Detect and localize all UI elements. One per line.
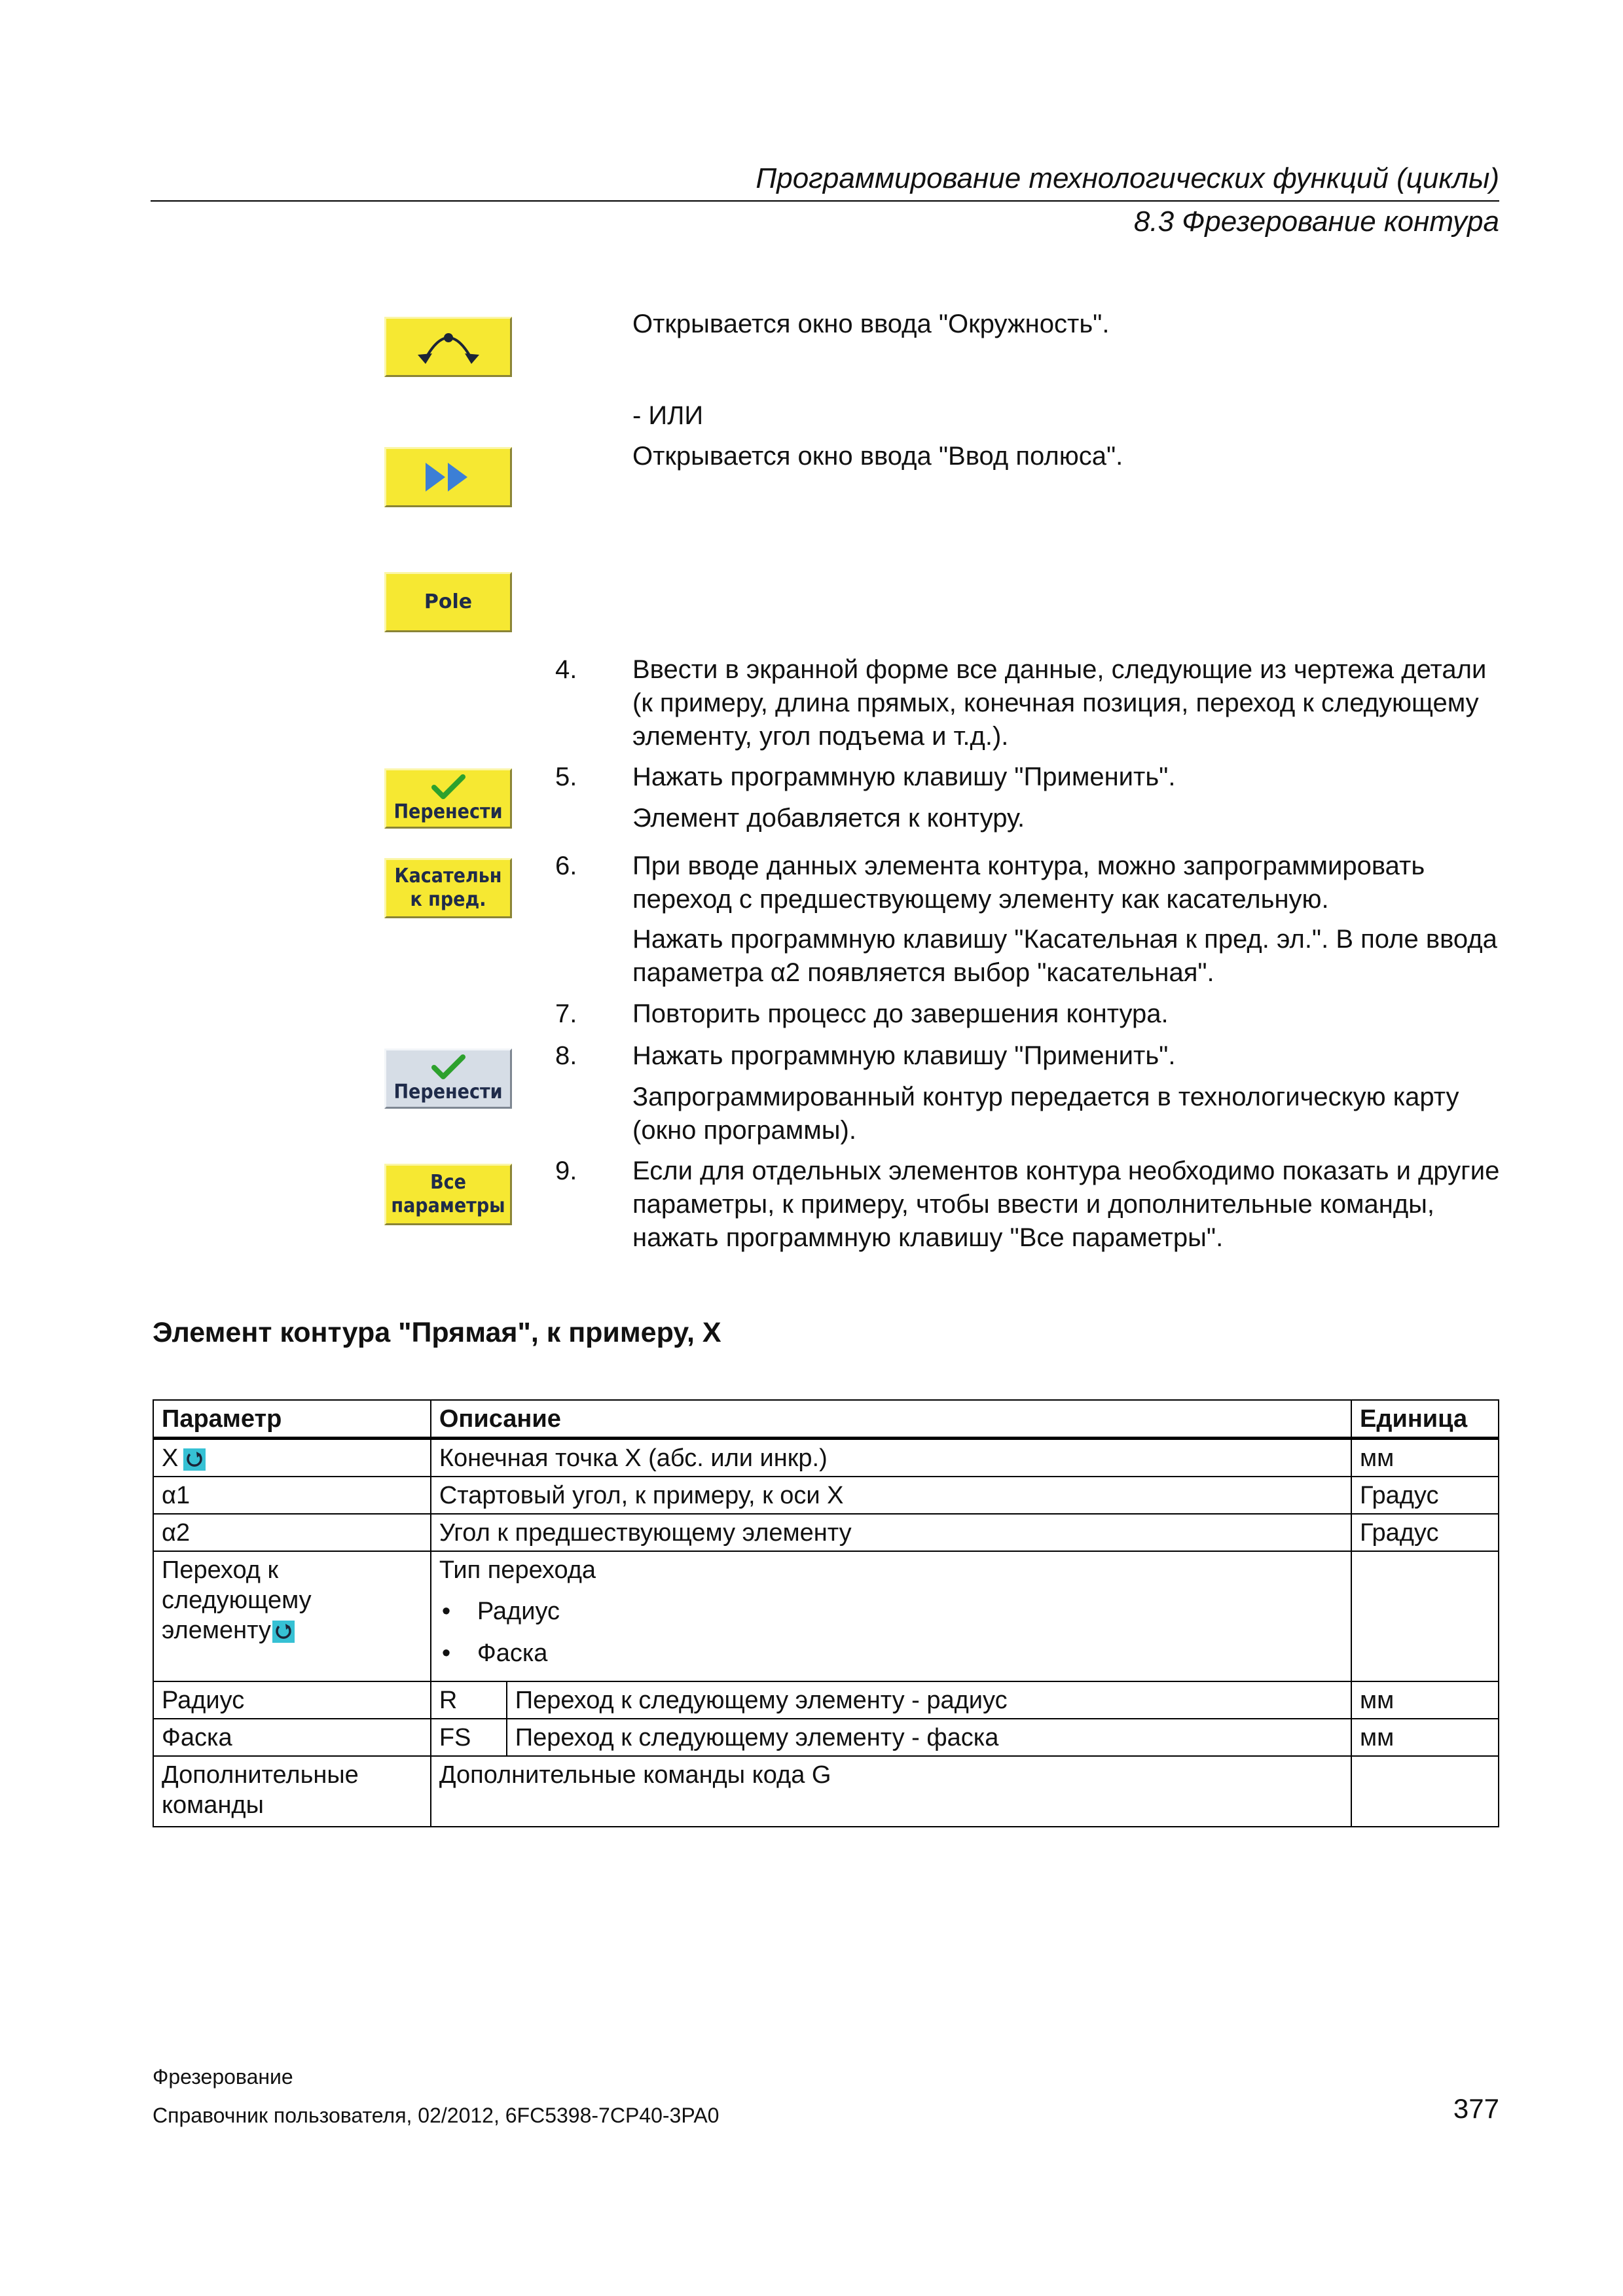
code-cell: R bbox=[431, 1681, 507, 1719]
table-row bbox=[153, 1514, 1499, 1551]
list-item: • Фаска bbox=[439, 1632, 1343, 1674]
footer-book-title: Фрезерование bbox=[153, 2065, 293, 2089]
column-header-description: Описание bbox=[431, 1400, 1351, 1439]
pole-softkey-label: Pole bbox=[424, 590, 473, 613]
param-name-line: команды bbox=[162, 1791, 264, 1819]
unit-cell: мм bbox=[1351, 1719, 1499, 1756]
param-cell: Фаска bbox=[153, 1719, 431, 1756]
param-cell: Радиус bbox=[153, 1681, 431, 1719]
header-divider bbox=[151, 200, 1499, 202]
table-header-row bbox=[153, 1400, 1499, 1439]
param-name: X bbox=[162, 1444, 179, 1472]
all-parameters-softkey[interactable] bbox=[384, 1164, 512, 1225]
param-name-line: Переход к bbox=[162, 1556, 279, 1584]
param-name-line: следующему bbox=[162, 1587, 312, 1614]
step-note: Нажать программную клавишу "Касательная к пред. эл.". В поле ввода параметра α2 появляется выбор "касательная". bbox=[632, 925, 1497, 987]
arc-circle-icon bbox=[406, 321, 491, 373]
step-text: Нажать программную клавишу "Применить". bbox=[632, 1041, 1176, 1070]
table-row bbox=[153, 1439, 1499, 1477]
checkmark-icon bbox=[429, 1053, 468, 1081]
step-number: 5. bbox=[555, 762, 577, 791]
tangent-softkey-label-1: Касательн bbox=[394, 865, 502, 888]
desc-cell: Переход к следующему элементу - радиус bbox=[507, 1681, 1351, 1719]
table-row bbox=[153, 1681, 1499, 1719]
param-name-line: элементу bbox=[162, 1617, 271, 1644]
desc-cell: Конечная точка X (абс. или инкр.) bbox=[431, 1439, 1351, 1477]
footer-edition: Справочник пользователя, 02/2012, 6FC5398-7CP40-3PA0 bbox=[153, 2104, 720, 2127]
table-row bbox=[153, 1719, 1499, 1756]
or-text: - ИЛИ bbox=[632, 401, 704, 430]
pole-window-text: Открывается окно ввода "Ввод полюса". bbox=[632, 442, 1123, 471]
param-cell: α1 bbox=[153, 1477, 431, 1514]
all-parameters-label-1: Все bbox=[430, 1171, 466, 1194]
desc-cell: Угол к предшествующему элементу bbox=[431, 1514, 1351, 1551]
unit-cell bbox=[1351, 1551, 1499, 1681]
step-number: 7. bbox=[555, 999, 577, 1028]
circle-window-text: Открывается окно ввода "Окружность". bbox=[632, 310, 1110, 338]
apply-softkey-label: Перенести bbox=[393, 800, 503, 823]
pole-softkey[interactable] bbox=[384, 572, 512, 632]
table-row bbox=[153, 1756, 1499, 1827]
unit-cell: мм bbox=[1351, 1681, 1499, 1719]
param-cell bbox=[153, 1439, 431, 1477]
unit-cell bbox=[1351, 1756, 1499, 1827]
section-heading: Элемент контура "Прямая", к примеру, X bbox=[153, 1317, 721, 1348]
step-number: 9. bbox=[555, 1157, 577, 1185]
transition-options bbox=[439, 1590, 1343, 1674]
tangent-softkey[interactable] bbox=[384, 858, 512, 918]
unit-cell: Градус bbox=[1351, 1514, 1499, 1551]
step-number: 6. bbox=[555, 852, 577, 880]
param-cell bbox=[153, 1756, 431, 1827]
step-text: Нажать программную клавишу "Применить". bbox=[632, 762, 1176, 791]
list-item: • Радиус bbox=[439, 1590, 1343, 1632]
step-text: Ввести в экранной форме все данные, следующие из чертежа детали (к примеру, длина прямых, конечная позиция, переход к следующему элементу, угол подъема и т.д.). bbox=[632, 655, 1487, 751]
param-cell: α2 bbox=[153, 1514, 431, 1551]
parameter-table bbox=[153, 1399, 1499, 1827]
table-row bbox=[153, 1551, 1499, 1681]
desc-cell bbox=[431, 1551, 1351, 1681]
apply-softkey[interactable] bbox=[384, 768, 512, 829]
desc-cell: Дополнительные команды кода G bbox=[431, 1756, 1351, 1827]
step-note: Запрограммированный контур передается в технологическую карту (окно программы). bbox=[632, 1083, 1459, 1145]
step-text: Если для отдельных элементов контура необходимо показать и другие параметры, к примеру, чтобы ввести и дополнительные команды, нажать программную клавишу "Все параметры". bbox=[632, 1157, 1500, 1252]
running-header-subtitle: 8.3 Фрезерование контура bbox=[1133, 206, 1499, 238]
desc-cell: Стартовый угол, к примеру, к оси X bbox=[431, 1477, 1351, 1514]
column-header-unit: Единица bbox=[1351, 1400, 1499, 1439]
step-text: Повторить процесс до завершения контура. bbox=[632, 999, 1169, 1028]
table-row bbox=[153, 1477, 1499, 1514]
page-number: 377 bbox=[1453, 2093, 1499, 2124]
step-number: 4. bbox=[555, 655, 577, 684]
desc-cell: Переход к следующему элементу - фаска bbox=[507, 1719, 1351, 1756]
code-cell: FS bbox=[431, 1719, 507, 1756]
checkmark-icon bbox=[429, 773, 468, 800]
running-header-title: Программирование технологических функций (циклы) bbox=[756, 162, 1499, 194]
column-header-parameter: Параметр bbox=[153, 1400, 431, 1439]
apply-softkey-grey[interactable] bbox=[384, 1049, 512, 1109]
tangent-softkey-label-2: к пред. bbox=[410, 888, 486, 911]
circle-softkey[interactable] bbox=[384, 317, 512, 377]
unit-cell: Градус bbox=[1351, 1477, 1499, 1514]
pole-input-softkey[interactable] bbox=[384, 447, 512, 507]
step-number: 8. bbox=[555, 1041, 577, 1070]
step-text: При вводе данных элемента контура, можно запрограммировать переход с предшествующему элементу как касательную. bbox=[632, 852, 1425, 914]
all-parameters-label-2: параметры bbox=[391, 1194, 505, 1217]
double-arrow-right-icon bbox=[419, 457, 478, 497]
transition-type-label: Тип перехода bbox=[439, 1556, 596, 1584]
unit-cell: мм bbox=[1351, 1439, 1499, 1477]
cycle-toggle-icon bbox=[183, 1448, 206, 1471]
step-note: Элемент добавляется к контуру. bbox=[632, 804, 1025, 833]
cycle-toggle-icon bbox=[272, 1621, 295, 1643]
param-cell bbox=[153, 1551, 431, 1681]
param-name-line: Дополнительные bbox=[162, 1761, 359, 1789]
apply-softkey-grey-label: Перенести bbox=[393, 1081, 503, 1103]
